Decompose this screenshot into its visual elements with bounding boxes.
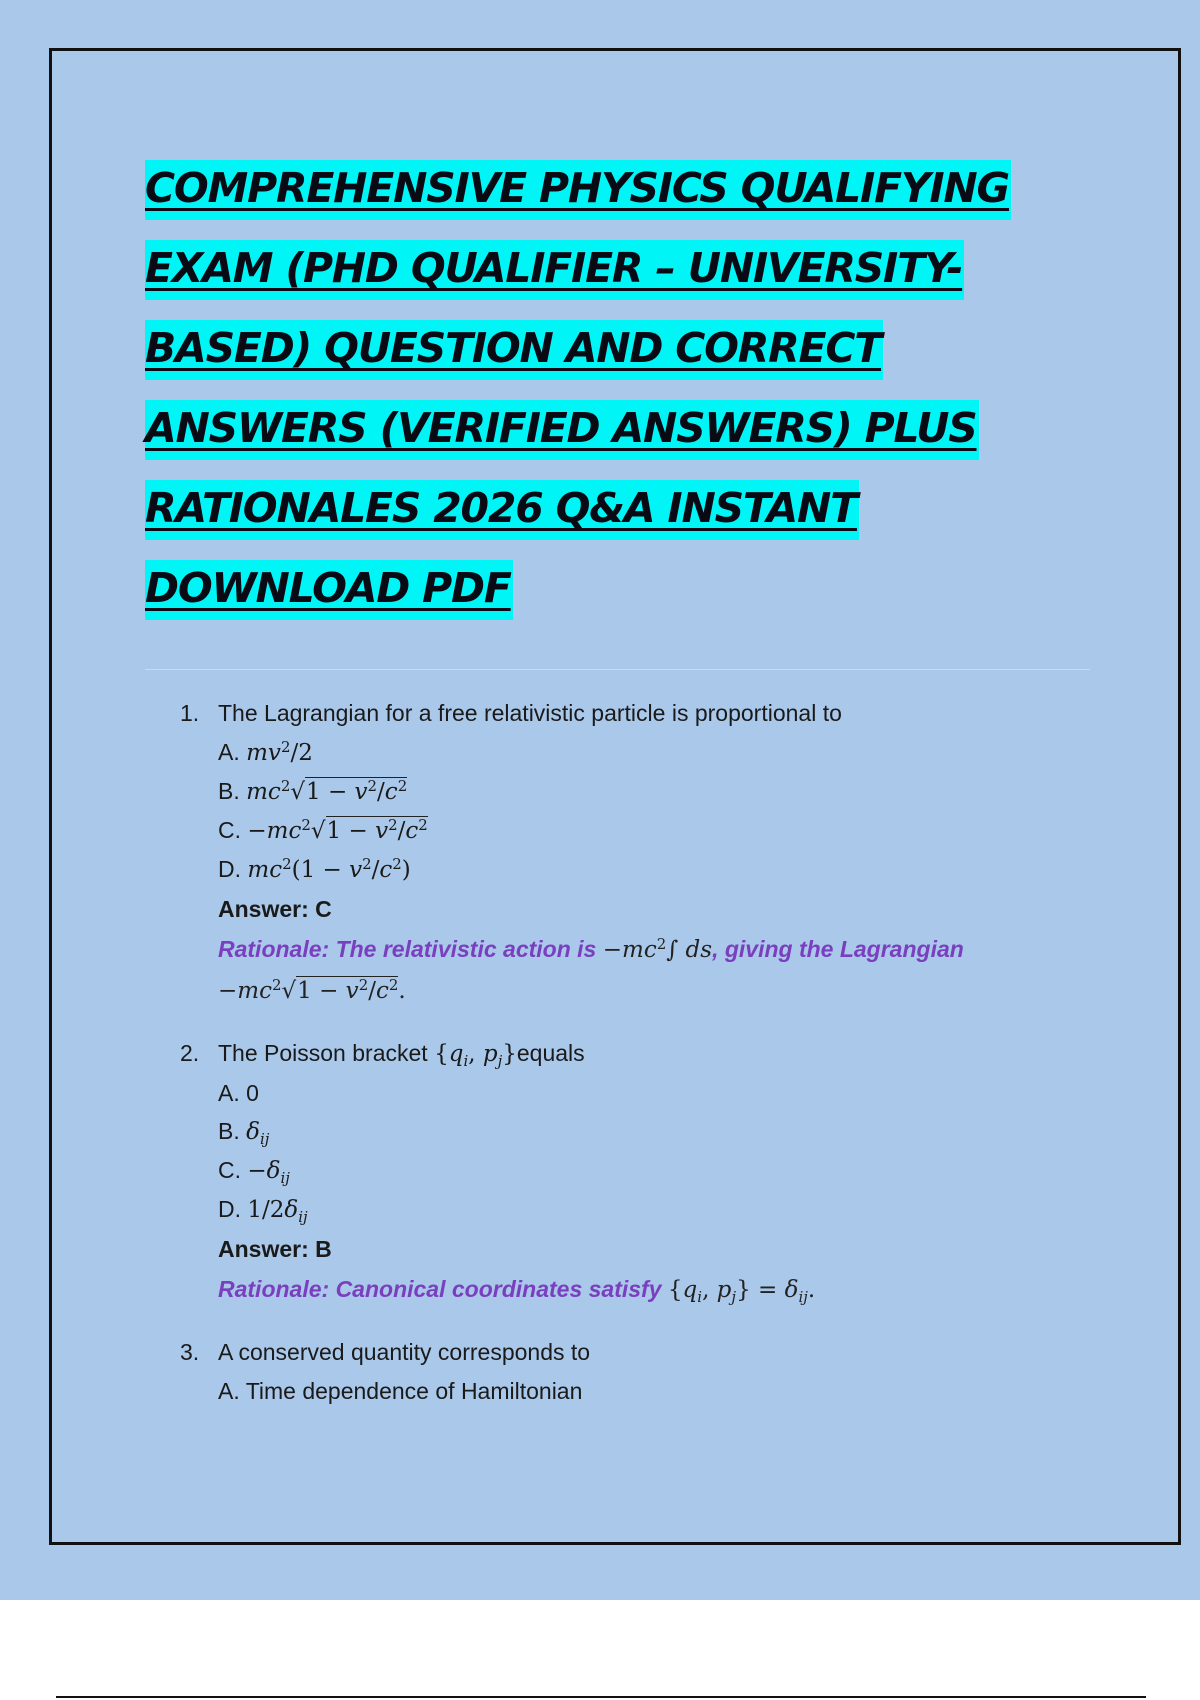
title-line: BASED) QUESTION AND CORRECT <box>145 308 1090 388</box>
option-c-formula: $-mc^2√1 - v^2/c^2$ <box>247 815 428 844</box>
question-number: 2. <box>180 1040 200 1066</box>
option-a-formula: $mv^2/2$ <box>246 737 313 766</box>
option-c: C. $-mc^2√1 - v^2/c^2$ <box>218 815 428 844</box>
rationale-formula: {$q_i$, $p_j\} = \delta_{ij}$. <box>667 1277 816 1307</box>
footer-divider <box>56 1696 1146 1698</box>
rationale-text: Rationale: The relativistic action is $-mc^2\int$ ds, giving the Lagrangian <box>218 934 964 963</box>
question-2 <box>180 1033 1080 1310</box>
question-stem: The Lagrangian for a free relativistic particle is proportional to <box>218 700 842 726</box>
title-line: RATIONALES 2026 Q&A INSTANT <box>145 468 1090 548</box>
option-b: B. $\delta_{ij}$ <box>218 1118 270 1149</box>
question-number: 3. <box>180 1339 200 1365</box>
title-line: EXAM (PHD QUALIFIER – UNIVERSITY- <box>145 228 1090 308</box>
rationale-formula-line <box>218 970 1080 1011</box>
answer-text: Answer: C <box>218 896 332 922</box>
option-a: A. 0 <box>218 1080 259 1106</box>
option-d-formula: $1/2\delta_{ij}$ <box>247 1197 308 1227</box>
rationale-text: Rationale: Canonical coordinates satisfy {$q_i$, $p_j\} = \delta_{ij}$. <box>218 1276 816 1307</box>
question-list <box>180 693 1080 1432</box>
option-c-formula: $-\delta_{ij}$ <box>247 1158 290 1188</box>
option-b: B. $mc^2√1 - v^2/c^2$ <box>218 776 408 805</box>
section-divider <box>145 669 1090 670</box>
question-stem: The Poisson bracket {$q_i$, $p_j\}equals$ <box>218 1040 585 1071</box>
option-a: A. Time dependence of Hamiltonian <box>218 1378 583 1404</box>
option-b-formula: $mc^2√1 - v^2/c^2$ <box>246 776 408 805</box>
title-line: DOWNLOAD PDF <box>145 548 1090 628</box>
question-1 <box>180 693 1080 1011</box>
title-line: COMPREHENSIVE PHYSICS QUALIFYING <box>145 148 1090 228</box>
option-b-formula: $\delta_{ij}$ <box>246 1119 270 1149</box>
title-line: ANSWERS (VERIFIED ANSWERS) PLUS <box>145 388 1090 468</box>
option-d: D. $mc^2(1 - v^2/c^2)$ <box>218 854 411 883</box>
document-title <box>145 148 1090 628</box>
answer-text: Answer: B <box>218 1236 332 1262</box>
question-3 <box>180 1332 1080 1410</box>
rationale-formula: $-mc^2√1 - v^2/c^2$. <box>218 975 406 1004</box>
option-c: C. $-\delta_{ij}$ <box>218 1157 290 1188</box>
question-number: 1. <box>180 700 200 726</box>
option-a: A. $mv^2/2$ <box>218 737 313 766</box>
option-d-formula: $mc^2(1 - v^2/c^2)$ <box>247 854 411 883</box>
rationale-formula: $-mc^2\int$ ds <box>602 934 713 963</box>
question-stem: A conserved quantity corresponds to <box>218 1339 591 1365</box>
option-d: D. $1/2\delta_{ij}$ <box>218 1196 308 1227</box>
poisson-bracket-formula: {$q_i$, $p_j$} <box>434 1041 517 1071</box>
